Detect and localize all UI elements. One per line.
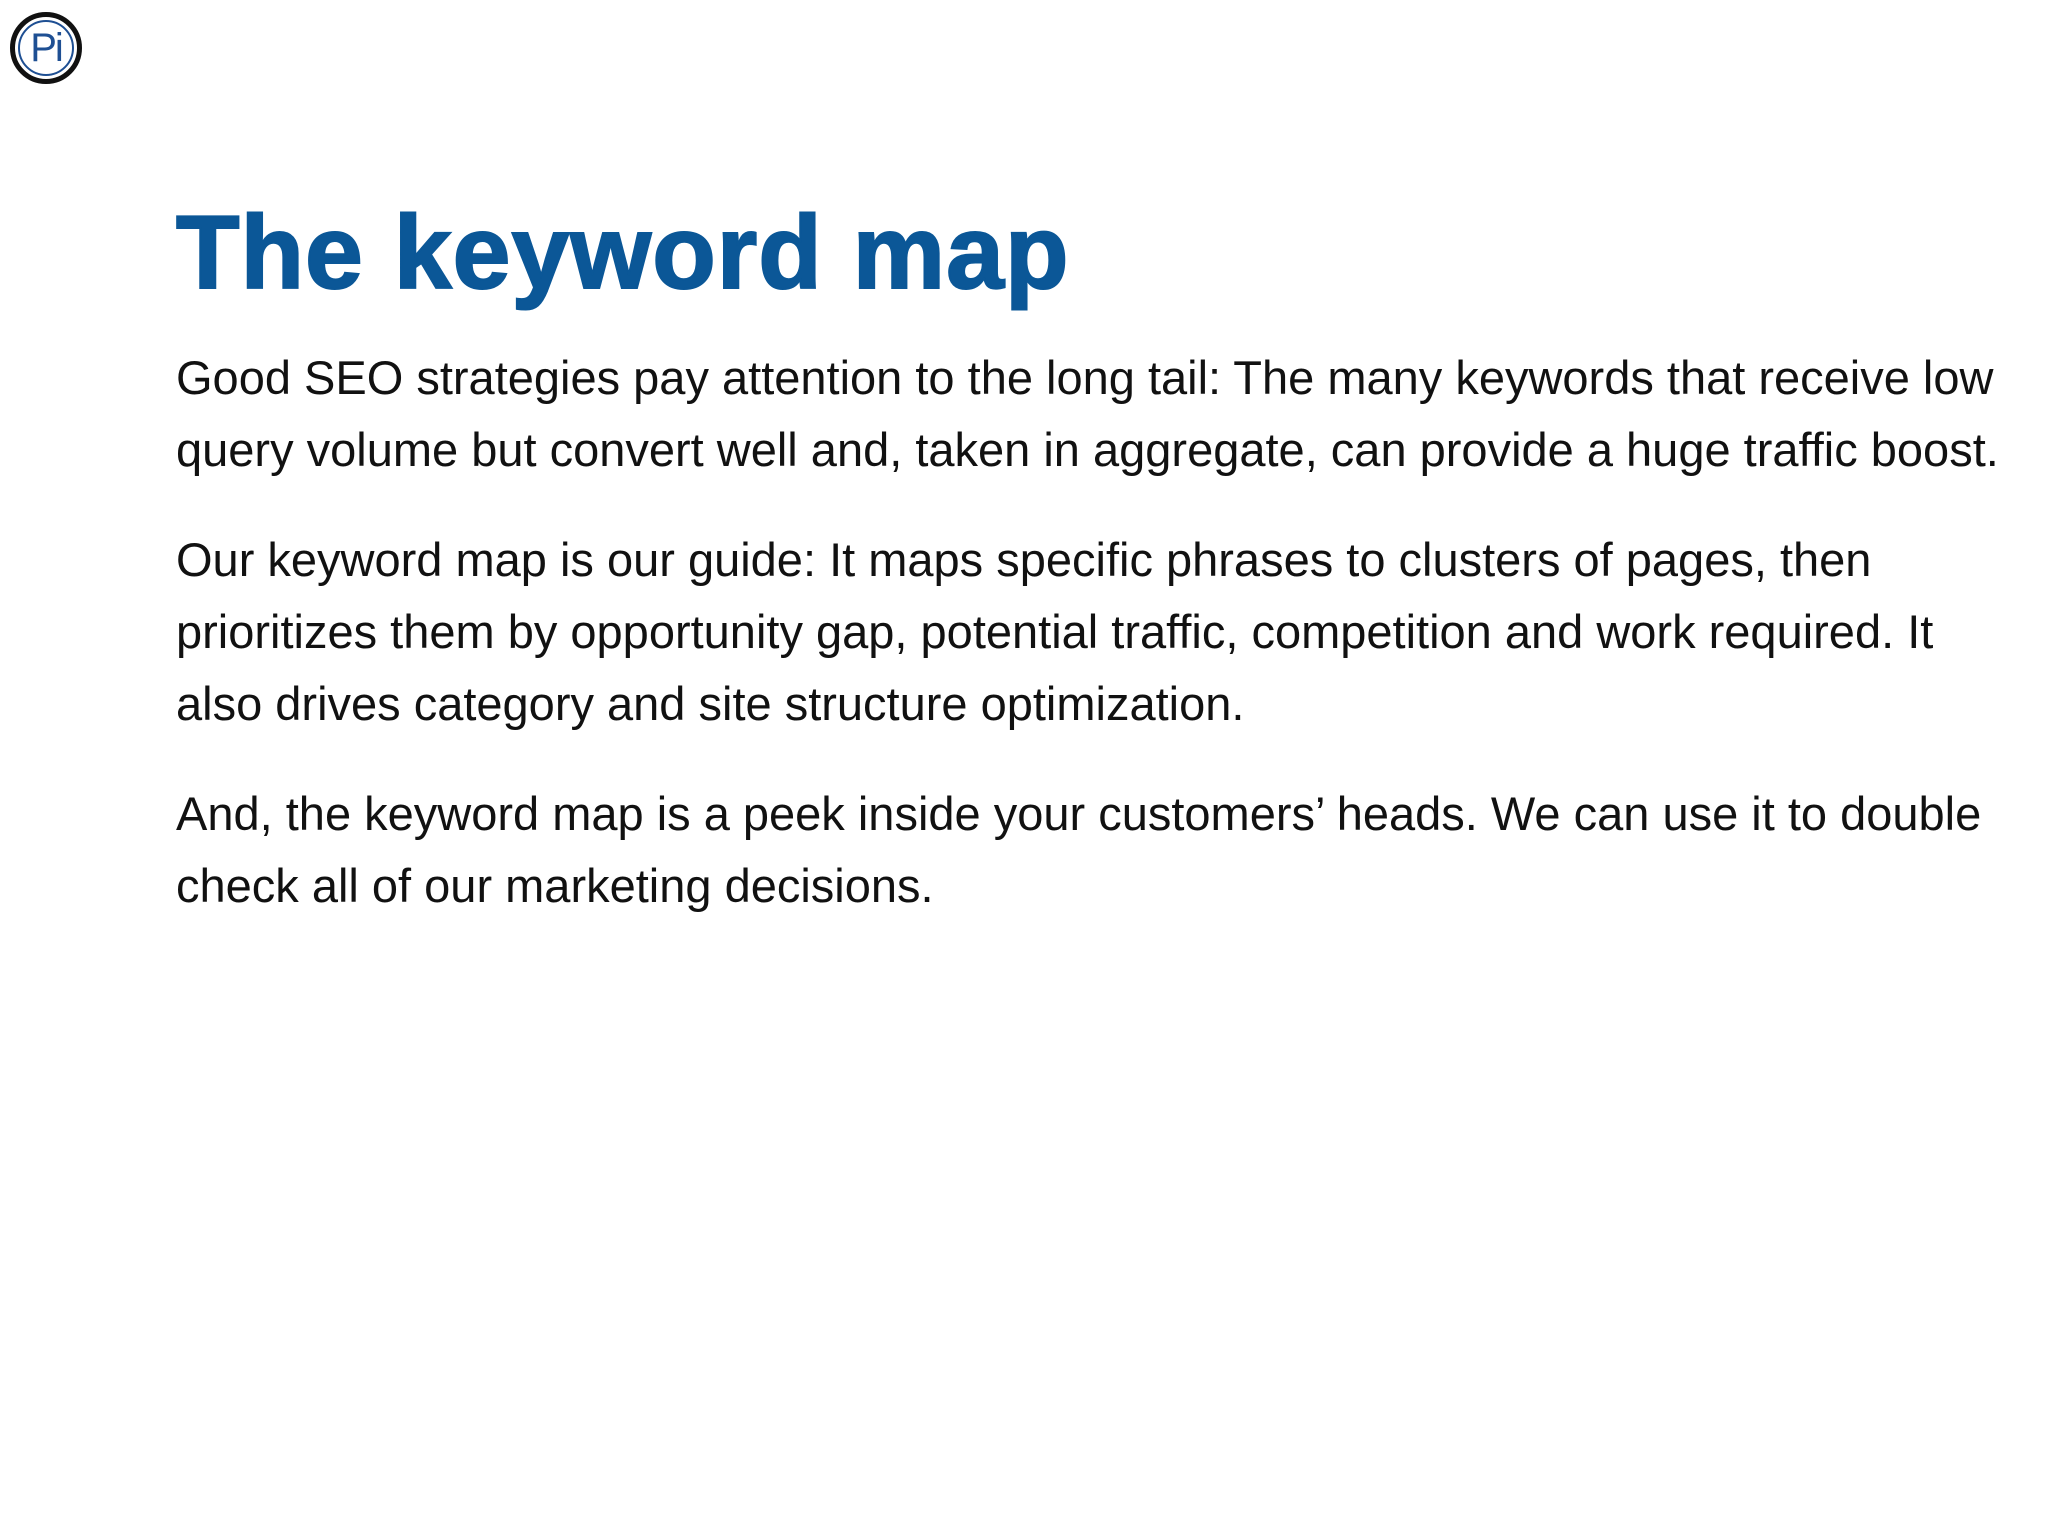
paragraph-long-tail: Good SEO strategies pay attention to the long tail: The many keywords that receive low query volume but convert well and, taken in aggregate, can provide a huge traffic boost. (176, 351, 1999, 476)
paragraph-keyword-map-guide: Our keyword map is our guide: It maps specific phrases to clusters of pages, then prioritizes them by opportunity gap, potential traffic, competition and work required. It also drives category and site structure optimization. (176, 533, 1934, 730)
paragraph-customer-insight: And, the keyword map is a peek inside your customers’ heads. We can use it to double check all of our marketing decisions. (176, 787, 1982, 912)
slide-body (176, 342, 2016, 960)
pi-logo-icon (10, 12, 82, 84)
logo-text: Pi (18, 20, 74, 76)
slide-title: The keyword map (176, 195, 1070, 311)
